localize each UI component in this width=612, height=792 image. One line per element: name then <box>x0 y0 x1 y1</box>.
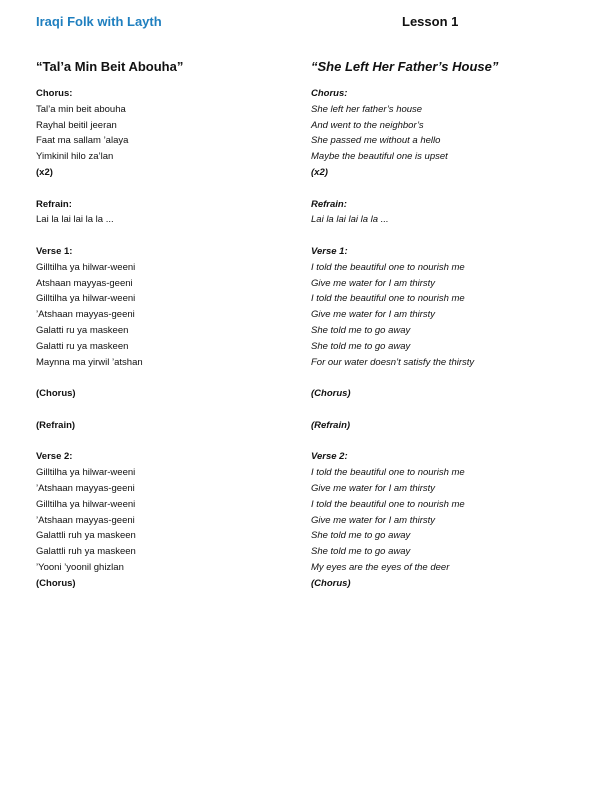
verse1-line: Galatti ru ya maskeen <box>36 324 129 336</box>
original-song-title: “Tal’a Min Beit Abouha” <box>36 59 184 74</box>
translation-song-title: “She Left Her Father’s House” <box>311 59 499 74</box>
refrain-marker: (Refrain) <box>311 419 351 431</box>
chorus-line: Rayhal beitil jeeran <box>36 119 117 131</box>
verse2-line: Give me water for I am thirsty <box>311 482 436 494</box>
verse1-line: Galatti ru ya maskeen <box>36 340 129 352</box>
verse1-line: She told me to go away <box>311 340 411 352</box>
refrain-label: Refrain: <box>311 198 347 210</box>
end-chorus-marker: (Chorus) <box>36 577 76 589</box>
verse1-line: Give me water for I am thirsty <box>311 277 436 289</box>
verse1-line: ’Atshaan mayyas-geeni <box>36 309 135 321</box>
lesson-label: Lesson 1 <box>402 14 459 29</box>
verse1-label: Verse 1: <box>36 245 73 257</box>
original-lyrics-column <box>36 58 286 592</box>
verse2-line: She told me to go away <box>311 546 411 558</box>
verse1-line: Gilltilha ya hilwar-weeni <box>36 293 136 305</box>
verse2-line: Gilltilha ya hilwar-weeni <box>36 467 136 479</box>
verse2-label: Verse 2: <box>36 451 73 463</box>
chorus-line: She passed me without a hello <box>311 135 441 147</box>
chorus-label: Chorus: <box>36 88 73 99</box>
verse1-line: Atshaan mayyas-geeni <box>36 277 133 289</box>
chorus-line: Faat ma sallam ’alaya <box>36 135 129 147</box>
verse1-line: I told the beautiful one to nourish me <box>311 261 465 273</box>
verse1-label: Verse 1: <box>311 245 348 257</box>
verse2-line: Give me water for I am thirsty <box>311 514 436 526</box>
verse2-line: Gilltilha ya hilwar-weeni <box>36 498 136 510</box>
chorus-label: Chorus: <box>311 88 348 99</box>
chorus-line: And went to the neighbor’s <box>311 119 424 131</box>
verse2-line: ’Yooni ’yoonil ghizlan <box>36 561 124 573</box>
verse1-line: Give me water for I am thirsty <box>311 309 436 321</box>
course-title: Iraqi Folk with Layth <box>36 14 162 29</box>
verse1-line: I told the beautiful one to nourish me <box>311 293 465 305</box>
verse2-line: I told the beautiful one to nourish me <box>311 498 465 510</box>
refrain-line: Lai la lai lai la la ... <box>36 214 114 226</box>
end-chorus-marker: (Chorus) <box>311 577 351 589</box>
verse1-line: She told me to go away <box>311 324 411 336</box>
repeat-marker: (x2) <box>311 166 328 178</box>
verse2-line: I told the beautiful one to nourish me <box>311 467 465 479</box>
translation-column <box>311 58 561 592</box>
verse1-line: Maynna ma yirwil ’atshan <box>36 356 143 368</box>
refrain-line: Lai la lai lai la la ... <box>311 214 389 226</box>
chorus-line: Maybe the beautiful one is upset <box>311 151 448 163</box>
refrain-marker: (Refrain) <box>36 419 76 431</box>
verse2-label: Verse 2: <box>311 451 348 463</box>
verse2-line: Galattli ruh ya maskeen <box>36 546 136 558</box>
verse2-line: My eyes are the eyes of the deer <box>311 561 450 573</box>
chorus-line: She left her father’s house <box>311 103 423 115</box>
verse2-line: ’Atshaan mayyas-geeni <box>36 514 135 526</box>
verse2-line: Galattli ruh ya maskeen <box>36 530 136 542</box>
verse1-line: Gilltilha ya hilwar-weeni <box>36 261 136 273</box>
chorus-line: Yimkinil hilo za’lan <box>36 151 114 163</box>
chorus-marker: (Chorus) <box>311 388 351 400</box>
chorus-line: Tal’a min beit abouha <box>36 103 126 115</box>
chorus-marker: (Chorus) <box>36 388 76 400</box>
verse2-line: She told me to go away <box>311 530 411 542</box>
verse1-line: For our water doesn’t satisfy the thirsty <box>311 356 475 368</box>
verse2-line: ’Atshaan mayyas-geeni <box>36 482 135 494</box>
repeat-marker: (x2) <box>36 166 53 178</box>
refrain-label: Refrain: <box>36 198 72 210</box>
